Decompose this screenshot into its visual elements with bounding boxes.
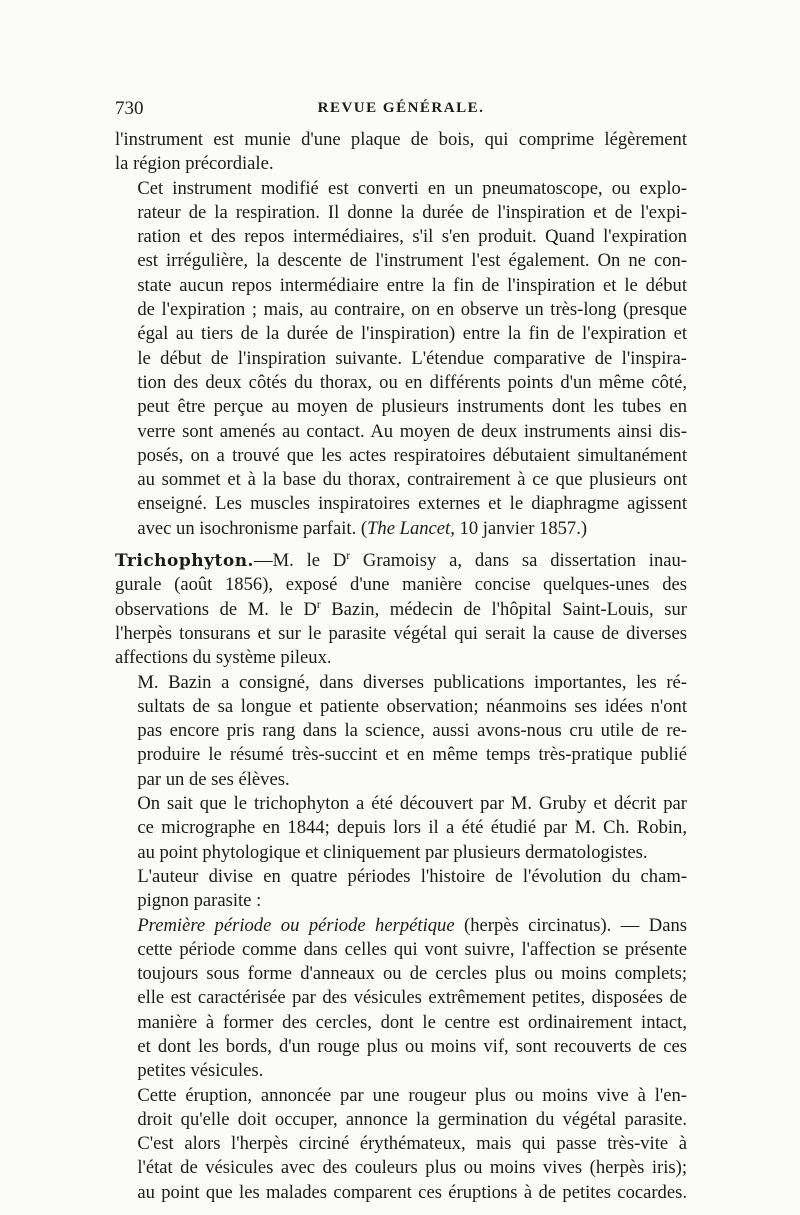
- text-line: L'auteur divise en quatre périodes l'histoire de l'évolution du cham-: [137, 865, 687, 887]
- paragraph-trichophyton: [115, 549, 687, 670]
- text-line: produire le résumé très-succint et en même temps très-pratique publié: [137, 744, 687, 766]
- page-body: [115, 128, 687, 1205]
- text-line: toujours sous forme d'anneaux ou de cercles plus ou moins complets;: [137, 963, 687, 985]
- text-line: verre sont amenés au contact. Au moyen de deux instruments ainsi dis-: [137, 420, 687, 442]
- text-fragment: 10 janvier 1857.): [454, 517, 588, 539]
- text-line: ce micrographe en 1844; depuis lors il a été étudié par M. Ch. Robin,: [137, 817, 687, 839]
- text-line: gurale (août 1856), exposé d'une manière concise quelques-unes des: [115, 574, 687, 596]
- paragraph-eruption: [115, 1084, 687, 1205]
- text-line: droit qu'elle doit occuper, annonce la germination du végétal parasite.: [137, 1108, 687, 1130]
- running-title: REVUE GÉNÉRALE.: [317, 100, 485, 116]
- text-line: cette période comme dans celles qui vont suivre, l'affection se présente: [137, 938, 687, 960]
- paragraph-periods: [115, 865, 687, 914]
- paragraph-gruby: [115, 792, 687, 865]
- paragraph-instrument: [115, 128, 687, 177]
- text-line: pignon parasite :: [137, 890, 262, 912]
- text-line: [115, 598, 687, 622]
- text-line: l'herpès tonsurans et sur le parasite végétal qui serait la cause de diverses: [115, 622, 687, 644]
- text-line: tion des deux côtés du thorax, ou en différents points d'un même côté,: [137, 371, 687, 393]
- text-line: elle est caractérisée par des vésicules extrêmement petites, disposées de: [137, 987, 687, 1009]
- journal-title: The Lancet,: [367, 517, 455, 539]
- text-line: On sait que le trichophyton a été découvert par M. Gruby et décrit par: [137, 793, 687, 815]
- page-header: [115, 98, 687, 120]
- text-line: la région précordiale.: [115, 153, 274, 175]
- page-number: 730: [115, 98, 144, 119]
- citation-line: [115, 517, 687, 541]
- text-line: Cette éruption, annoncée par une rougeur plus ou moins vive à l'en-: [137, 1084, 687, 1106]
- text-line: égal au tiers de la durée de l'inspiration) entre la fin de l'expiration et: [137, 323, 687, 345]
- text-line: pas encore pris rang dans la science, aussi avons-nous cru utile de re-: [137, 720, 687, 742]
- text-line: M. Bazin a consigné, dans diverses publications importantes, les ré-: [137, 671, 687, 693]
- text-line: sultats de sa longue et patiente observation; néanmoins ses idées n'ont: [137, 695, 687, 717]
- text-line: [115, 549, 687, 573]
- period-title: Première période ou période herpétique: [137, 914, 455, 936]
- superscript: r: [346, 549, 351, 562]
- text-line: state aucun repos intermédiaire entre la fin de l'inspiration et le début: [137, 274, 687, 296]
- text-line: manière à former des cercles, dont le centre est ordinairement intact,: [137, 1011, 687, 1033]
- text-line: au point que les malades comparent ces éruptions à de petites cocardes.: [137, 1181, 687, 1203]
- paragraph-bazin: [115, 671, 687, 792]
- text-fragment: (herpès circinatus). — Dans: [454, 914, 687, 936]
- text-line: l'état de vésicules avec des couleurs plus ou moins vives (herpès iris);: [137, 1157, 687, 1179]
- superscript: r: [316, 598, 321, 611]
- text-line: au point phytologique et cliniquement par plusieurs dermatologistes.: [137, 841, 648, 863]
- text-line: Cet instrument modifié est converti en un pneumatoscope, ou explo-: [137, 177, 687, 199]
- text-fragment: Gramoisy a, dans sa dissertation inau-: [350, 550, 687, 572]
- text-line: petites vésicules.: [137, 1060, 264, 1082]
- text-line: rateur de la respiration. Il donne la durée de l'inspiration et de l'expi-: [137, 201, 687, 223]
- text-line: C'est alors l'herpès circiné érythémateux, mais qui passe très-vite à: [137, 1133, 687, 1155]
- text-line: affections du système pileux.: [115, 647, 332, 669]
- text-line: peut être perçue au moyen de plusieurs instruments dont les tubes en: [137, 396, 687, 418]
- text-line: est irrégulière, la descente de l'instrument l'est également. On ne con-: [137, 250, 687, 272]
- text-line: de l'expiration ; mais, au contraire, on en observe un très-long (presque: [137, 299, 687, 321]
- text-fragment: observations de M. le D: [115, 598, 317, 620]
- text-line: enseigné. Les muscles inspiratoires externes et le diaphragme agissent: [137, 493, 687, 515]
- text-line: et dont les bords, d'un rouge plus ou moins vif, sont recouverts de ces: [137, 1035, 687, 1057]
- paragraph-pneumatoscope: [115, 177, 687, 541]
- section-spacer: [115, 541, 687, 549]
- section-title: Trichophyton.: [115, 551, 254, 572]
- paragraph-first-period: [115, 914, 687, 1084]
- text-line: posés, on a trouvé que les actes respiratoires débutaient simultanément: [137, 444, 687, 466]
- text-line: [115, 914, 687, 938]
- text-line: par un de ses élèves.: [137, 768, 290, 790]
- text-line: au sommet et à la base du thorax, contrairement à ce que plusieurs ont: [137, 469, 687, 491]
- text-fragment: Bazin, médecin de l'hôpital Saint-Louis, sur: [320, 598, 687, 620]
- text-line: le début de l'inspiration suivante. L'étendue comparative de l'inspira-: [137, 347, 687, 369]
- text-line: l'instrument est munie d'une plaque de bois, qui comprime légèrement: [115, 129, 687, 150]
- text-line: ration et des repos intermédiaires, s'il s'en produit. Quand l'expiration: [137, 226, 687, 248]
- text-fragment: —M. le D: [253, 550, 347, 572]
- text-fragment: avec un isochronisme parfait. (: [137, 517, 368, 539]
